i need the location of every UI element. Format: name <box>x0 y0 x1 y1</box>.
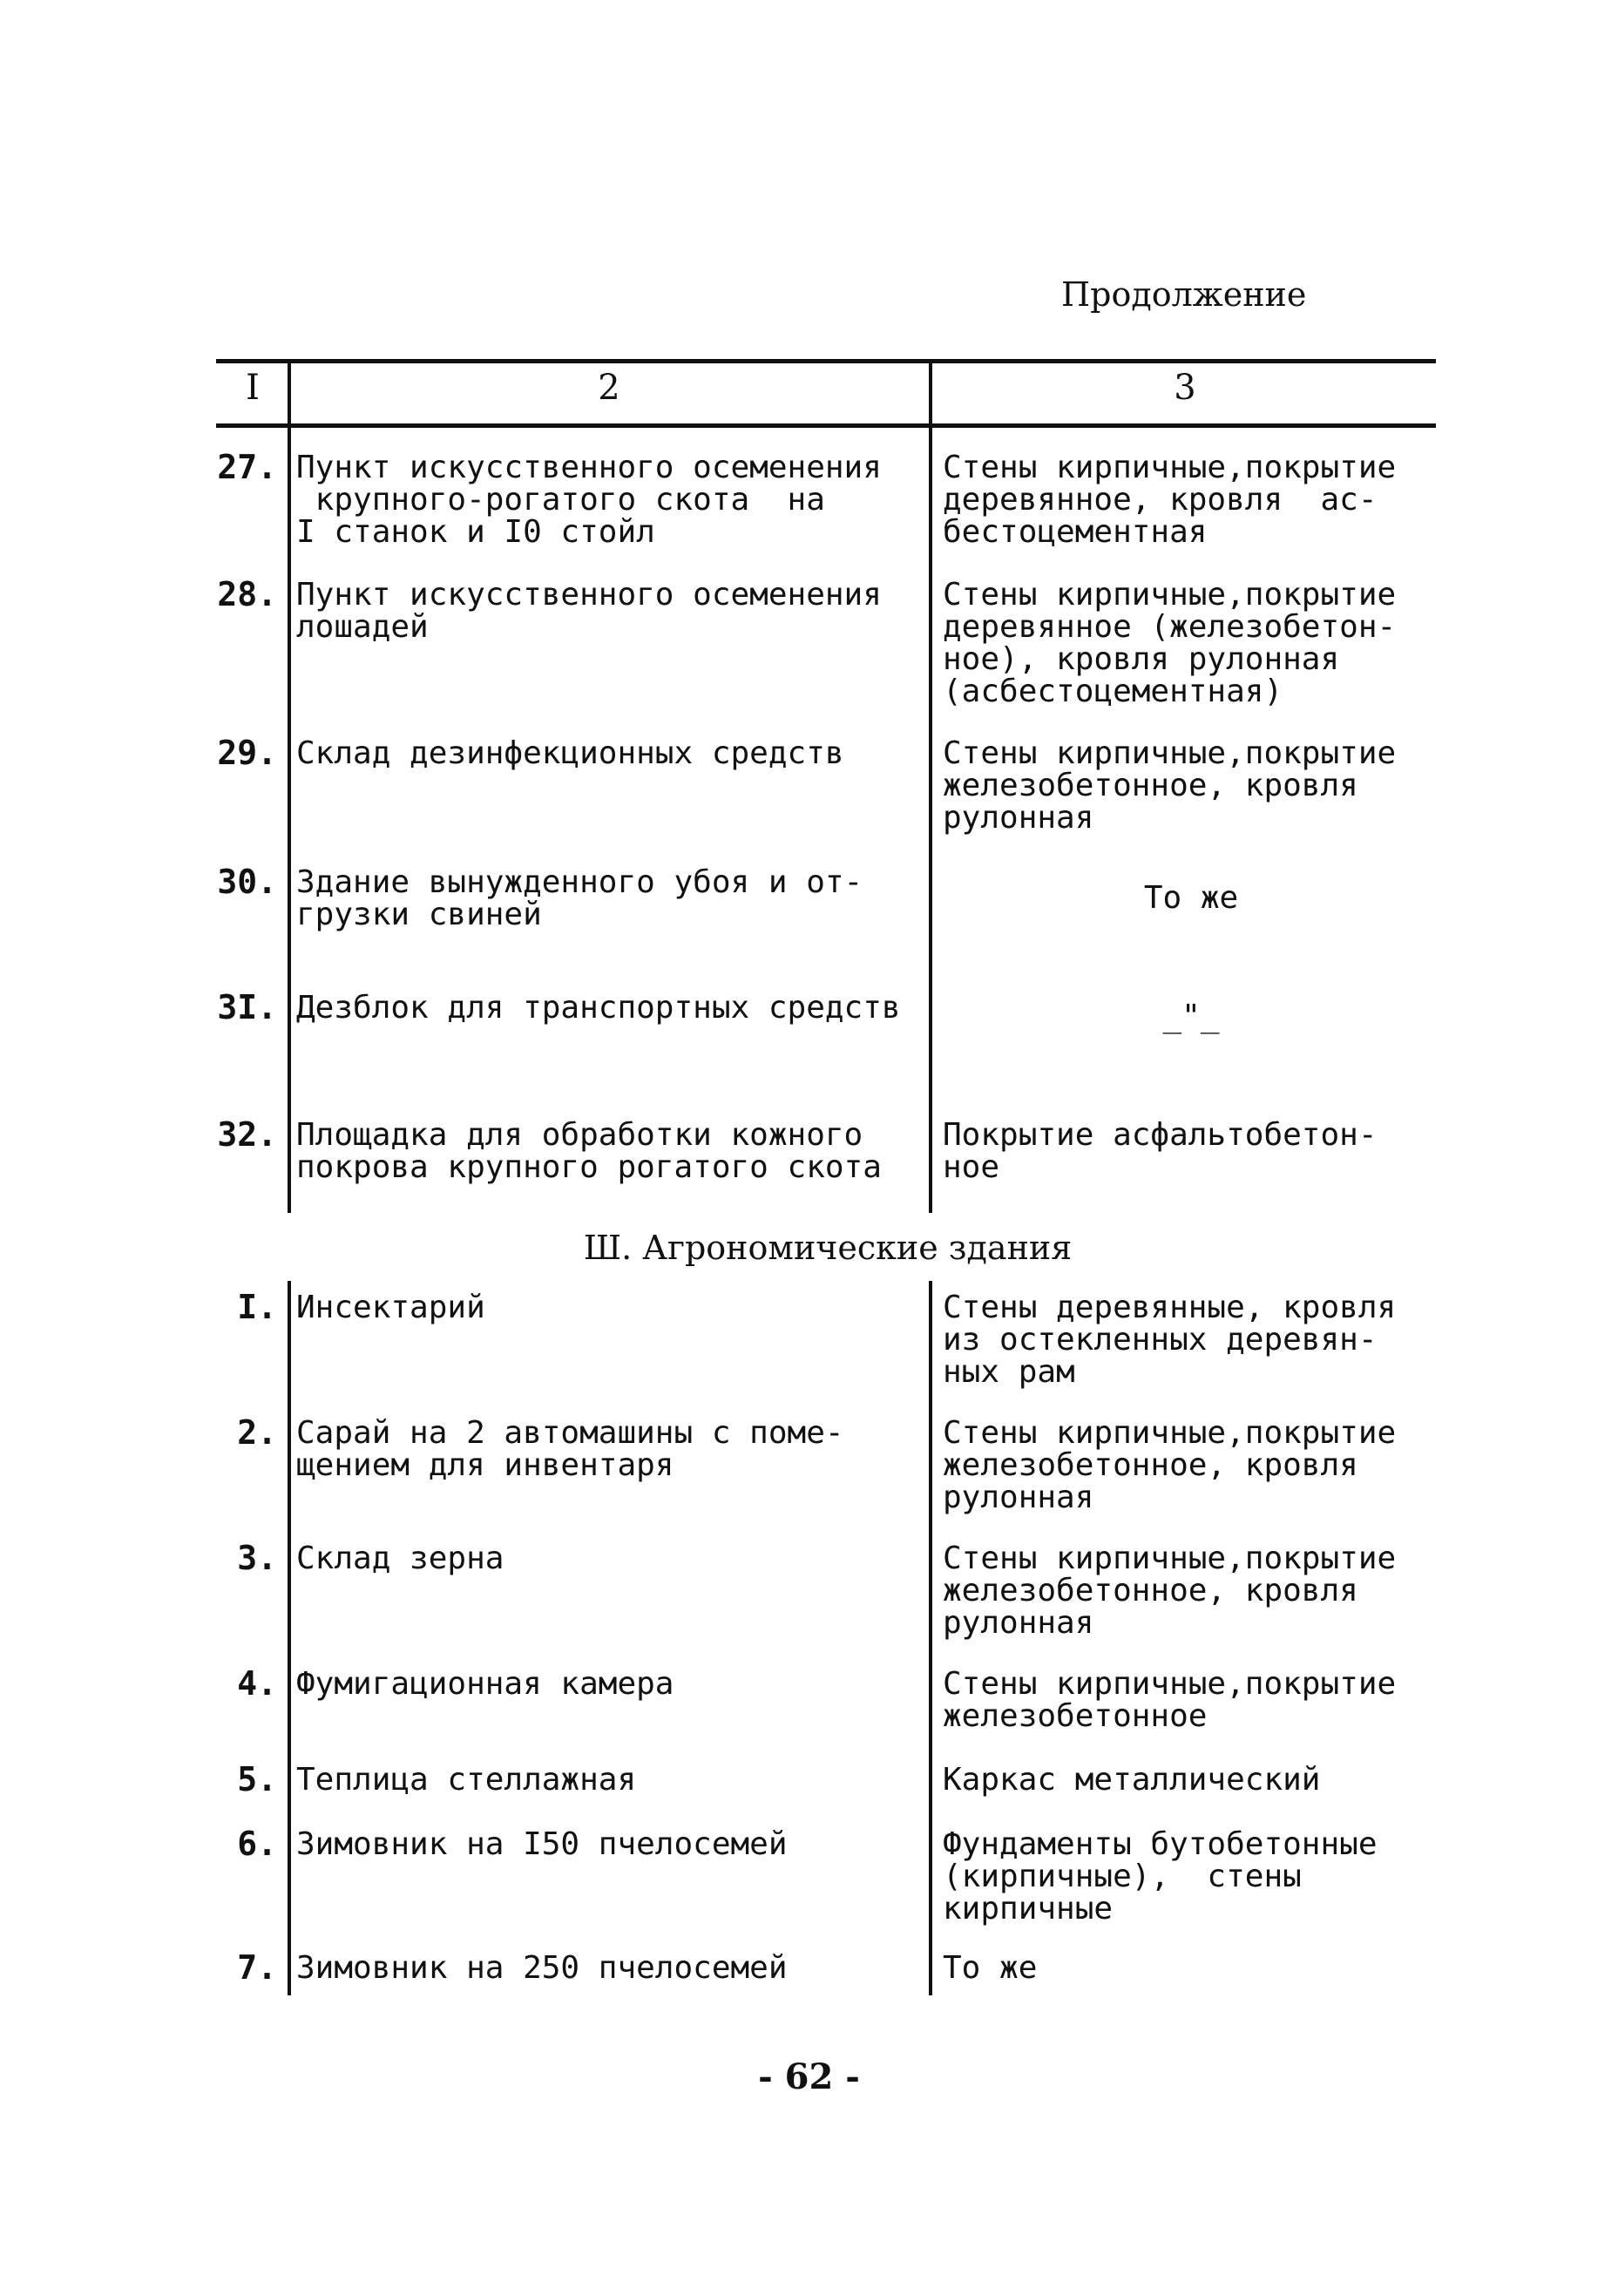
construction-description: Стены кирпичные,покрытие деревянное (железобетон- ное), кровля рулонная (асбестоцементная) <box>943 577 1397 709</box>
row-number: 7. <box>237 1948 277 1987</box>
section-heading: Ш. Агрономические здания <box>583 1229 1073 1267</box>
construction-description: _"_ <box>1162 999 1220 1034</box>
continuation-label: Продолжение <box>1061 275 1307 314</box>
object-name: Пункт искусственного осеменения лошадей <box>296 577 882 645</box>
row-number: 27. <box>217 448 277 486</box>
construction-description: То же <box>1143 880 1239 916</box>
row-number: 30. <box>217 863 277 901</box>
object-name: Площадка для обработки кожного покрова крупного рогатого скота <box>296 1117 882 1185</box>
object-name: Пункт искусственного осеменения крупного-рогатого скота на I станок и I0 стойл <box>296 450 882 550</box>
column-divider-1-lower <box>288 1281 291 1995</box>
object-name: Теплица стеллажная <box>296 1762 637 1798</box>
row-number: I. <box>237 1288 277 1326</box>
object-name: Фумигационная камера <box>296 1666 674 1702</box>
object-name: Зимовник на I50 пчелосемей <box>296 1826 788 1862</box>
construction-description: Покрытие асфальтобетон- ное <box>943 1117 1378 1185</box>
row-number: 3. <box>237 1539 277 1577</box>
row-number: 4. <box>237 1664 277 1703</box>
construction-description: То же <box>943 1950 1038 1986</box>
column-divider-2-upper <box>929 359 932 1213</box>
object-name: Инсектарий <box>296 1290 485 1325</box>
construction-description: Стены кирпичные,покрытие железобетонное, кровля рулонная <box>943 1541 1397 1641</box>
page-number: - 62 - <box>758 2056 860 2097</box>
table-header-rule <box>216 423 1436 428</box>
column-header-3: 3 <box>1174 368 1196 408</box>
row-number: 32. <box>217 1115 277 1154</box>
object-name: Дезблок для транспортных средств <box>296 990 901 1026</box>
column-header-2: 2 <box>598 368 620 408</box>
object-name: Зимовник на 250 пчелосемей <box>296 1950 788 1986</box>
row-number: 2. <box>237 1413 277 1452</box>
column-divider-1-upper <box>288 359 291 1213</box>
row-number: 5. <box>237 1760 277 1798</box>
object-name: Склад дезинфекционных средств <box>296 735 844 771</box>
object-name: Здание вынужденного убоя и от- грузки свиней <box>296 864 863 932</box>
construction-description: Стены кирпичные,покрытие железобетонное, кровля рулонная <box>943 735 1397 836</box>
row-number: 3I. <box>217 988 277 1026</box>
construction-description: Стены кирпичные,покрытие деревянное, кровля ас- бестоцементная <box>943 450 1397 550</box>
row-number: 6. <box>237 1825 277 1863</box>
column-header-1: I <box>246 368 260 408</box>
construction-description: Стены деревянные, кровля из остекленных деревян- ных рам <box>943 1290 1397 1390</box>
column-divider-2-lower <box>929 1281 932 1995</box>
object-name: Сарай на 2 автомашины с поме- щением для инвентаря <box>296 1415 844 1483</box>
construction-description: Каркас металлический <box>943 1762 1321 1798</box>
row-number: 29. <box>217 734 277 772</box>
row-number: 28. <box>217 575 277 613</box>
construction-description: Стены кирпичные,покрытие железобетонное <box>943 1666 1397 1734</box>
object-name: Склад зерна <box>296 1541 504 1576</box>
table-top-rule <box>216 359 1436 363</box>
construction-description: Стены кирпичные,покрытие железобетонное, кровля рулонная <box>943 1415 1397 1515</box>
construction-description: Фундаменты бутобетонные (кирпичные), стены кирпичные <box>943 1826 1378 1927</box>
